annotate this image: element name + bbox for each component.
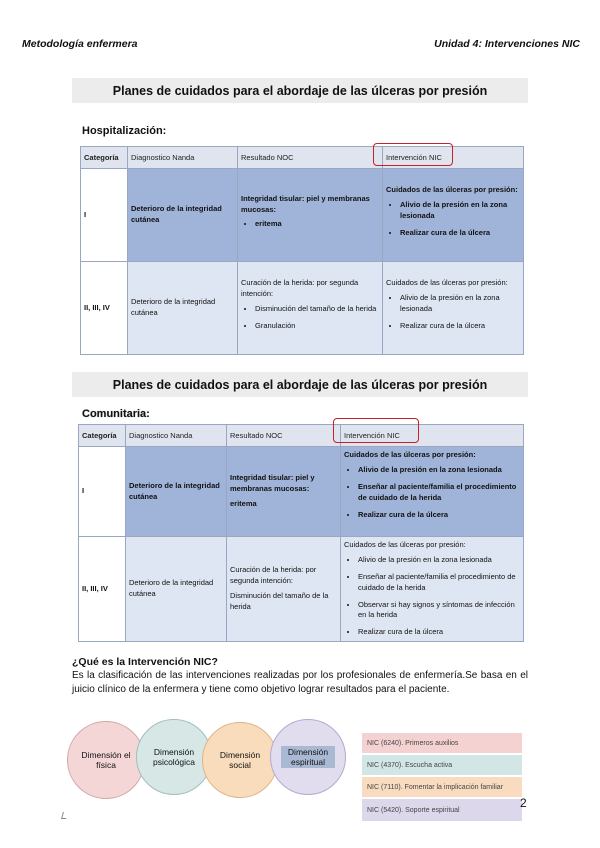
dimension-label: Dimensión social (219, 749, 261, 770)
category-cell: II, III, IV (79, 537, 126, 642)
noc-cell (238, 262, 383, 355)
dimension-circle-social (202, 722, 278, 798)
nic-cell (341, 447, 524, 537)
table-row (79, 447, 524, 537)
noc-detail: Disminución del tamaño de la herida (230, 591, 329, 611)
list-item: • Enseñar al paciente/familia el procedimiento de cuidado de la herida (358, 572, 520, 594)
list-item: • Alivio de la presión en la zona lesionada (400, 200, 520, 222)
column-header: Resultado NOC (238, 147, 383, 169)
section-subtitle: Comunitaria: (82, 408, 150, 420)
noc-cell (238, 169, 383, 262)
category-cell: I (81, 169, 128, 262)
document-header-left: Metodología enfermera (22, 38, 138, 50)
section-banner: Planes de cuidados para el abordaje de las úlceras por presión (72, 78, 528, 103)
column-header: Resultado NOC (227, 425, 341, 447)
nic-list (386, 200, 520, 239)
table-row (81, 169, 524, 262)
nic-item-spiritual-support: NIC (5420). Soporte espiritual (362, 799, 522, 821)
footnote-mark (61, 812, 68, 819)
nic-title: Cuidados de las úlceras por presión: (344, 450, 476, 459)
noc-title: Integridad tisular: piel y membranas mucosas: (230, 473, 315, 494)
nic-item-active-listening: NIC (4370). Escucha activa (362, 755, 522, 775)
column-header: Categoría (79, 425, 126, 447)
care-plan-table (80, 146, 524, 355)
nic-column-highlight (373, 143, 453, 166)
noc-list (241, 304, 379, 332)
nic-list (344, 555, 520, 638)
noc-list (241, 219, 379, 230)
list-item: • Enseñar al paciente/familia el procedimiento de cuidado de la herida (358, 482, 520, 504)
care-plan-table (78, 424, 524, 642)
list-item: • Realizar cura de la úlcera (400, 228, 520, 239)
dimension-circle-physical (67, 721, 145, 799)
list-item: • Alivio de la presión en la zona lesionada (358, 465, 520, 476)
nic-cell (383, 262, 524, 355)
list-item: • Disminución del tamaño de la herida (255, 304, 379, 315)
list-item: • Granulación (255, 321, 379, 332)
question-body: Es la clasificación de las intervenciones realizadas por los profesionales de enfermería.Se basa en el juicio clínico de la enfermera y tiene como objetivo lograr resultados para el paciente. (72, 670, 528, 695)
nic-cell (383, 169, 524, 262)
question-title: ¿Qué es la Intervención NIC? (72, 656, 218, 668)
nic-title: Cuidados de las úlceras por presión: (344, 540, 466, 549)
nic-item-family-involvement: NIC (7110). Fomentar la implicación familiar (362, 777, 522, 797)
list-item: • Observar si hay signos y síntomas de infección en la herida (358, 600, 520, 622)
dimension-label: Dimensión el física (81, 749, 131, 770)
nic-examples-list (362, 733, 522, 821)
section-subtitle: Hospitalización: (82, 125, 167, 137)
dimension-circle-psychological (136, 719, 212, 795)
dimension-circle-spiritual (270, 719, 346, 795)
noc-title: Curación de la herida: por segunda intención: (230, 565, 317, 586)
column-header: Intervención NIC (341, 425, 524, 447)
nic-cell (341, 537, 524, 642)
column-header: Intervención NIC (383, 147, 524, 169)
section-banner: Planes de cuidados para el abordaje de las úlceras por presión (72, 372, 528, 397)
column-header: Diagnostico Nanda (126, 425, 227, 447)
nic-title: Cuidados de las úlceras por presión: (386, 185, 518, 195)
nic-item-first-aid: NIC (6240). Primeros auxilios (362, 733, 522, 753)
nanda-cell: Deterioro de la integridad cutánea (128, 262, 238, 355)
noc-cell (227, 537, 341, 642)
list-item: • Realizar cura de la úlcera (358, 627, 520, 638)
list-item: • Alivio de la presión en la zona lesionada (358, 555, 520, 566)
list-item: • eritema (255, 219, 379, 230)
nic-list (386, 293, 520, 332)
care-plan-section-hospital (72, 78, 528, 366)
category-cell: I (79, 447, 126, 537)
dimension-label: Dimensión espiritual (281, 746, 335, 768)
nic-column-highlight (333, 418, 419, 443)
nanda-cell: Deterioro de la integridad cutánea (126, 537, 227, 642)
page-number: 2 (520, 796, 527, 810)
noc-detail: eritema (230, 498, 257, 508)
table-row (81, 262, 524, 355)
document-header-right: Unidad 4: Intervenciones NIC (434, 38, 580, 50)
nic-title: Cuidados de las úlceras por presión: (386, 278, 508, 288)
noc-title: Curación de la herida: por segunda intención: (241, 278, 359, 299)
category-cell: II, III, IV (81, 262, 128, 355)
nanda-cell: Deterioro de la integridad cutánea (128, 169, 238, 262)
column-header: Categoría (81, 147, 128, 169)
dimension-label: Dimensión psicológica (152, 746, 196, 767)
table-header-row (79, 425, 524, 447)
nanda-cell: Deterioro de la integridad cutánea (126, 447, 227, 537)
list-item: • Alivio de la presión en la zona lesionada (400, 293, 520, 315)
table-header-row (81, 147, 524, 169)
noc-cell (227, 447, 341, 537)
list-item: • Realizar cura de la úlcera (400, 321, 520, 332)
table-row (79, 537, 524, 642)
column-header: Diagnostico Nanda (128, 147, 238, 169)
care-plan-section-community (72, 372, 528, 652)
noc-title: Integridad tisular: piel y membranas mucosas: (241, 193, 370, 214)
list-item: • Realizar cura de la úlcera (358, 510, 520, 521)
nic-list (344, 465, 520, 521)
